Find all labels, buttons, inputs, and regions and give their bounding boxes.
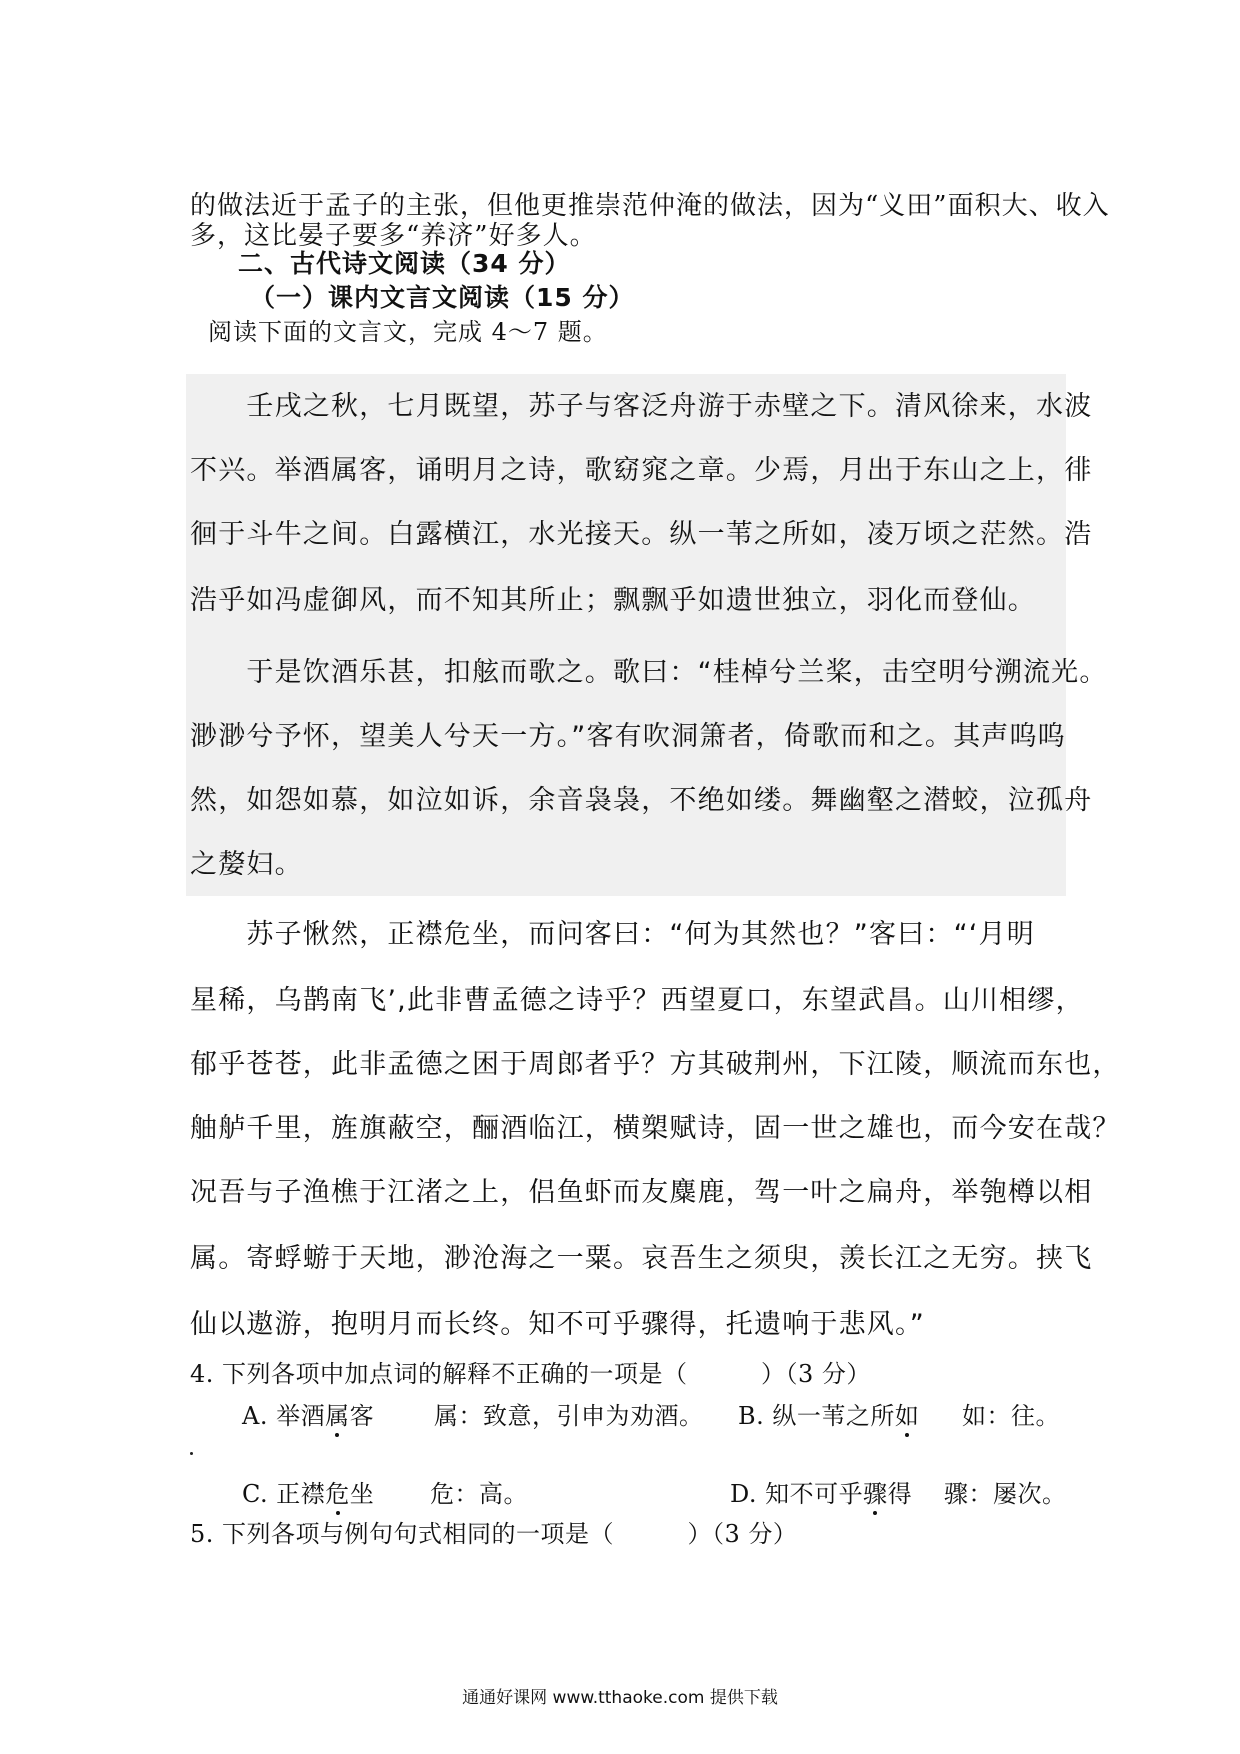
option-d-explanation: 骤：屡次。: [944, 1480, 1067, 1508]
option-d: [730, 1474, 912, 1509]
intro-line-2: 多，这比晏子要多“养济”好多人。: [190, 221, 597, 251]
passage-line: 渺渺兮予怀，望美人兮天一方。”客有吹洞箫者，倚歌而和之。其声呜呜: [190, 721, 1066, 752]
option-a: [242, 1396, 374, 1431]
option-c-explanation: 危：高。: [430, 1480, 528, 1508]
option-b-text: B. 纵一苇之所: [738, 1402, 895, 1430]
option-b-dotted-word: 如: [895, 1396, 920, 1431]
passage-line: 于是饮酒乐甚，扣舷而歌之。歌曰：“桂棹兮兰桨，击空明兮溯流光。: [190, 657, 1108, 688]
passage-line: 舳舻千里，旌旗蔽空，酾酒临江，横槊赋诗，固一世之雄也，而今安在哉？: [190, 1113, 1121, 1144]
passage-line: 之嫠妇。: [190, 849, 303, 880]
option-a-text-tail: 客: [349, 1402, 375, 1430]
option-c-text-tail: 坐: [349, 1480, 375, 1508]
passage-line: 属。寄蜉蝣于天地，渺沧海之一粟。哀吾生之须臾，羡长江之无穷。挟飞: [190, 1243, 1093, 1274]
intro-line-1: 的做法近于孟子的主张，但他更推崇范仲淹的做法，因为“义田”面积大、收入: [190, 191, 1110, 221]
option-c: [242, 1474, 374, 1509]
option-c-dotted-word: 危: [325, 1474, 350, 1509]
option-b-explanation: 如：往。: [962, 1402, 1060, 1430]
option-b: [738, 1396, 919, 1431]
option-a-explanation: 属：致意，引申为劝酒。: [434, 1402, 704, 1430]
stray-mark: [190, 1452, 193, 1455]
passage-line: 徊于斗牛之间。白露横江，水光接天。纵一苇之所如，凌万顷之茫然。浩: [190, 519, 1093, 550]
passage-line: 况吾与子渔樵于江渚之上，侣鱼虾而友麋鹿，驾一叶之扁舟，举匏樽以相: [190, 1177, 1093, 1208]
option-d-dotted-word: 骤: [863, 1474, 888, 1509]
passage-line: 郁乎苍苍，此非孟德之困于周郎者乎？方其破荆州，下江陵，顺流而东也，: [190, 1049, 1121, 1080]
passage-line: 星稀，乌鹊南飞’,此非曹孟德之诗乎？西望夏口，东望武昌。山川相缪，: [190, 985, 1084, 1016]
passage-line: 壬戌之秋，七月既望，苏子与客泛舟游于赤壁之下。清风徐来，水波: [190, 391, 1093, 422]
section-subheading: （一）课内文言文阅读（15 分）: [250, 283, 635, 312]
instruction: 阅读下面的文言文，完成 4～7 题。: [208, 318, 608, 346]
option-d-text-tail: 得: [887, 1480, 913, 1508]
option-c-text: C. 正襟: [242, 1480, 326, 1508]
passage-line: 不兴。举酒属客，诵明月之诗，歌窈窕之章。少焉，月出于东山之上，徘: [190, 455, 1093, 486]
passage-line: 浩乎如冯虚御风，而不知其所止；飘飘乎如遗世独立，羽化而登仙。: [190, 585, 1036, 616]
passage-line: 然，如怨如慕，如泣如诉，余音袅袅，不绝如缕。舞幽壑之潜蛟，泣孤舟: [190, 785, 1093, 816]
option-a-text: A. 举酒: [242, 1402, 326, 1430]
option-d-text: D. 知不可乎: [730, 1480, 864, 1508]
question-4-stem: 4. 下列各项中加点词的解释不正确的一项是（ ）（3 分）: [190, 1360, 871, 1388]
question-5-stem: 5. 下列各项与例句句式相同的一项是（ ）（3 分）: [190, 1520, 798, 1548]
option-a-dotted-word: 属: [325, 1396, 350, 1431]
passage-line: 仙以遨游，抱明月而长终。知不可乎骤得，托遗响于悲风。”: [190, 1309, 925, 1340]
footer-watermark: 通通好课网 www.tthaoke.com 提供下载: [462, 1688, 778, 1708]
passage-line: 苏子愀然，正襟危坐，而问客曰：“何为其然也？”客曰：“‘月明: [190, 919, 1035, 950]
section-heading: 二、古代诗文阅读（34 分）: [238, 249, 571, 278]
